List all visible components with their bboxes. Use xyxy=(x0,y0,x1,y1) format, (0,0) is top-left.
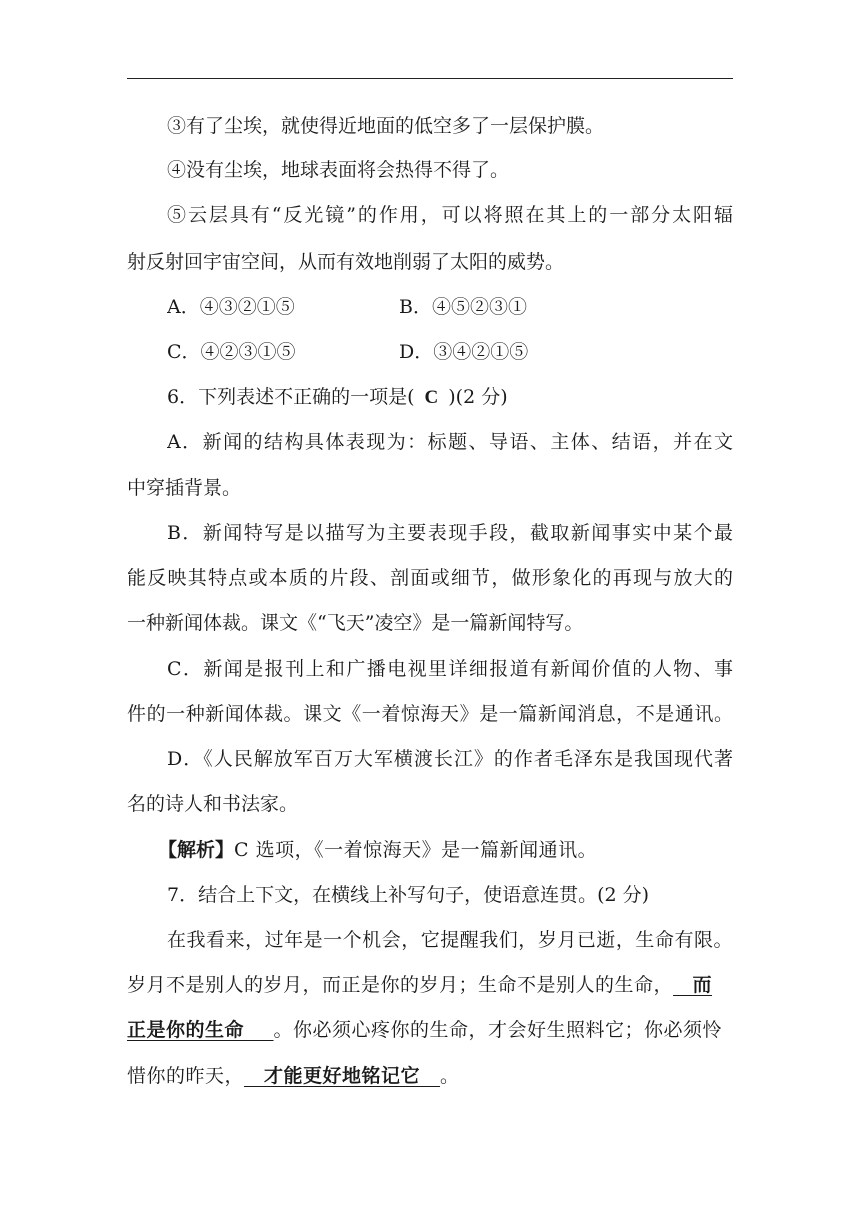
sentence-5-line-1: ⑤云层具有“反光镜”的作用，可以将照在其上的一部分太阳辐 xyxy=(167,204,733,226)
q7-line2-text: 岁月不是别人的岁月，而正是你的岁月；生命不是别人的生命， xyxy=(127,974,674,996)
q6-option-d-line-2: 名的诗人和书法家。 xyxy=(127,793,299,815)
blank-1-answer-part-2: 正是你的生命 xyxy=(127,1019,245,1041)
q7-passage-line-4 xyxy=(127,1062,733,1090)
blank-2-answer: 才能更好地铭记它 xyxy=(264,1065,421,1087)
q6-option-a-line-2: 中穿插背景。 xyxy=(127,477,242,499)
blank-2-leading-padding xyxy=(244,1065,264,1087)
q6-option-c-line-2: 件的一种新闻体裁。课文《一着惊海天》是一篇新闻消息，不是通讯。 xyxy=(127,703,733,725)
analysis-tag: 【解析】 xyxy=(158,839,235,861)
q7-passage-line-2 xyxy=(127,971,733,999)
q7-line4-end: 。 xyxy=(440,1065,460,1087)
header-rule xyxy=(127,78,733,79)
q6-analysis xyxy=(158,836,733,864)
sentence-5-line-2: 射反射回宇宙空间，从而有效地削弱了太阳的威势。 xyxy=(127,251,565,273)
q5-option-b: B．④⑤②③① xyxy=(399,296,527,318)
q6-option-b-line-3: 一种新闻体裁。课文《“飞天”凌空》是一篇新闻特写。 xyxy=(127,612,584,634)
sentence-3: ③有了尘埃，就使得近地面的低空多了一层保护膜。 xyxy=(167,115,605,137)
sentence-4: ④没有尘埃，地球表面将会热得不得了。 xyxy=(167,159,510,181)
q5-option-c: C．④②③①⑤ xyxy=(167,341,296,363)
q6-stem xyxy=(167,383,733,412)
q6-stem-text: 6．下列表述不正确的一项是( xyxy=(167,386,415,408)
q6-option-b-line-2: 能反映其特点或本质的片段、剖面或细节，做形象化的再现与放大的 xyxy=(127,567,733,589)
q6-option-c-line-1: C．新闻是报刊上和广播电视里详细报道有新闻价值的人物、事 xyxy=(167,658,733,680)
blank-1-answer-part-1: 而 xyxy=(692,974,713,996)
q6-stem-score: )(2 分) xyxy=(448,386,508,408)
blank-1-trailing-padding xyxy=(244,1019,274,1041)
q7-passage-line-1: 在我看来，过年是一个机会，它提醒我们，岁月已逝，生命有限。 xyxy=(167,929,733,951)
blank-2-trailing-padding xyxy=(420,1065,440,1087)
q7-line3-text: 。你必须心疼你的生命，才会好生照料它；你必须怜 xyxy=(273,1019,723,1041)
blank-1-padding xyxy=(673,974,693,996)
q7-stem: 7．结合上下文，在横线上补写句子，使语意连贯。(2 分) xyxy=(167,884,650,906)
q6-option-d-line-1: D．《人民解放军百万大军横渡长江》的作者毛泽东是我国现代著 xyxy=(167,748,733,770)
q6-answer: C xyxy=(424,387,439,408)
q5-option-a: A．④③②①⑤ xyxy=(167,296,295,318)
q6-option-a-line-1: A．新闻的结构具体表现为：标题、导语、主体、结语，并在文 xyxy=(167,431,733,453)
q7-line4-text: 惜你的昨天， xyxy=(127,1065,245,1087)
q6-option-b-line-1: B．新闻特写是以描写为主要表现手段，截取新闻事实中某个最 xyxy=(167,522,733,544)
analysis-text: C 选项，《一着惊海天》是一篇新闻通讯。 xyxy=(234,839,598,861)
q5-option-d: D．③④②①⑤ xyxy=(399,341,529,363)
q7-passage-line-3 xyxy=(127,1016,733,1044)
